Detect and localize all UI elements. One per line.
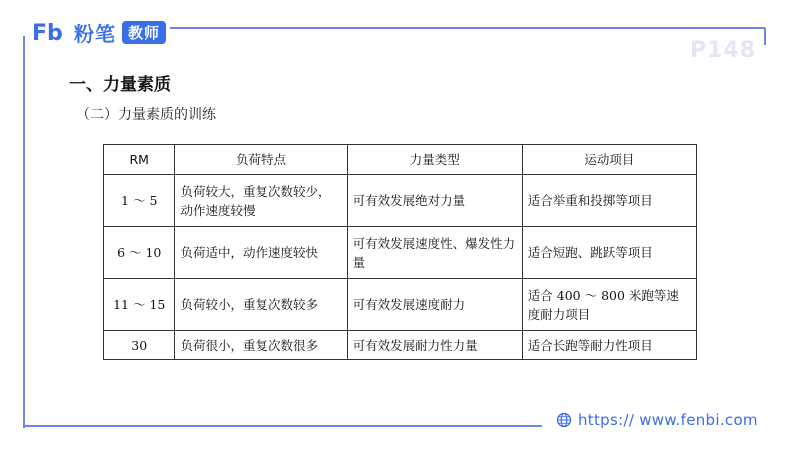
globe-icon: [556, 412, 572, 428]
table-row: [104, 175, 697, 227]
cell-load-features: 负荷适中，动作速度较快: [175, 227, 347, 279]
cell-strength-type: 可有效发展绝对力量: [347, 175, 522, 227]
cell-sport-events: 适合短跑、跳跃等项目: [522, 227, 696, 279]
frame-bottom-line: [24, 425, 542, 427]
cell-sport-events: 适合长跑等耐力性项目: [522, 331, 696, 360]
cell-load-features: 负荷很小，重复次数很多: [175, 331, 347, 360]
brand-logo: [32, 19, 166, 45]
logo-letters: Fb: [32, 21, 63, 44]
cell-rm: 1 ～ 5: [104, 175, 175, 227]
cell-rm: 30: [104, 331, 175, 360]
section-heading: 一、力量素质: [69, 75, 171, 95]
cell-rm: 6 ～ 10: [104, 227, 175, 279]
cell-strength-type: 可有效发展速度性、爆发性力量: [347, 227, 522, 279]
header-sport-events: 运动项目: [522, 145, 696, 175]
fb-logo-icon: [32, 20, 72, 44]
cell-strength-type: 可有效发展耐力性力量: [347, 331, 522, 360]
footer-url[interactable]: https:// www.fenbi.com: [578, 411, 758, 429]
frame-left-line: [23, 36, 25, 428]
frame-top-line: [170, 27, 765, 29]
cell-strength-type: 可有效发展速度耐力: [347, 279, 522, 331]
cell-sport-events: 适合举重和投掷等项目: [522, 175, 696, 227]
header-strength-type: 力量类型: [347, 145, 522, 175]
page-number: P148: [690, 38, 757, 63]
cell-load-features: 负荷较小，重复次数较多: [175, 279, 347, 331]
cell-load-features: 负荷较大，重复次数较少，动作速度较慢: [175, 175, 347, 227]
cell-rm: 11 ～ 15: [104, 279, 175, 331]
table-row: [104, 331, 697, 360]
footer-link[interactable]: [556, 411, 758, 429]
brand-badge: 教师: [122, 21, 166, 44]
table-row: [104, 227, 697, 279]
cell-sport-events: 适合 400 ～ 800 米跑等速度耐力项目: [522, 279, 696, 331]
rm-training-table: [103, 144, 697, 360]
section-subheading: （二）力量素质的训练: [76, 107, 216, 123]
frame-right-line: [764, 28, 766, 45]
table-header-row: [104, 145, 697, 175]
header-load-features: 负荷特点: [175, 145, 347, 175]
table-row: [104, 279, 697, 331]
brand-name: 粉笔: [74, 21, 116, 46]
header-rm: RM: [104, 145, 175, 175]
